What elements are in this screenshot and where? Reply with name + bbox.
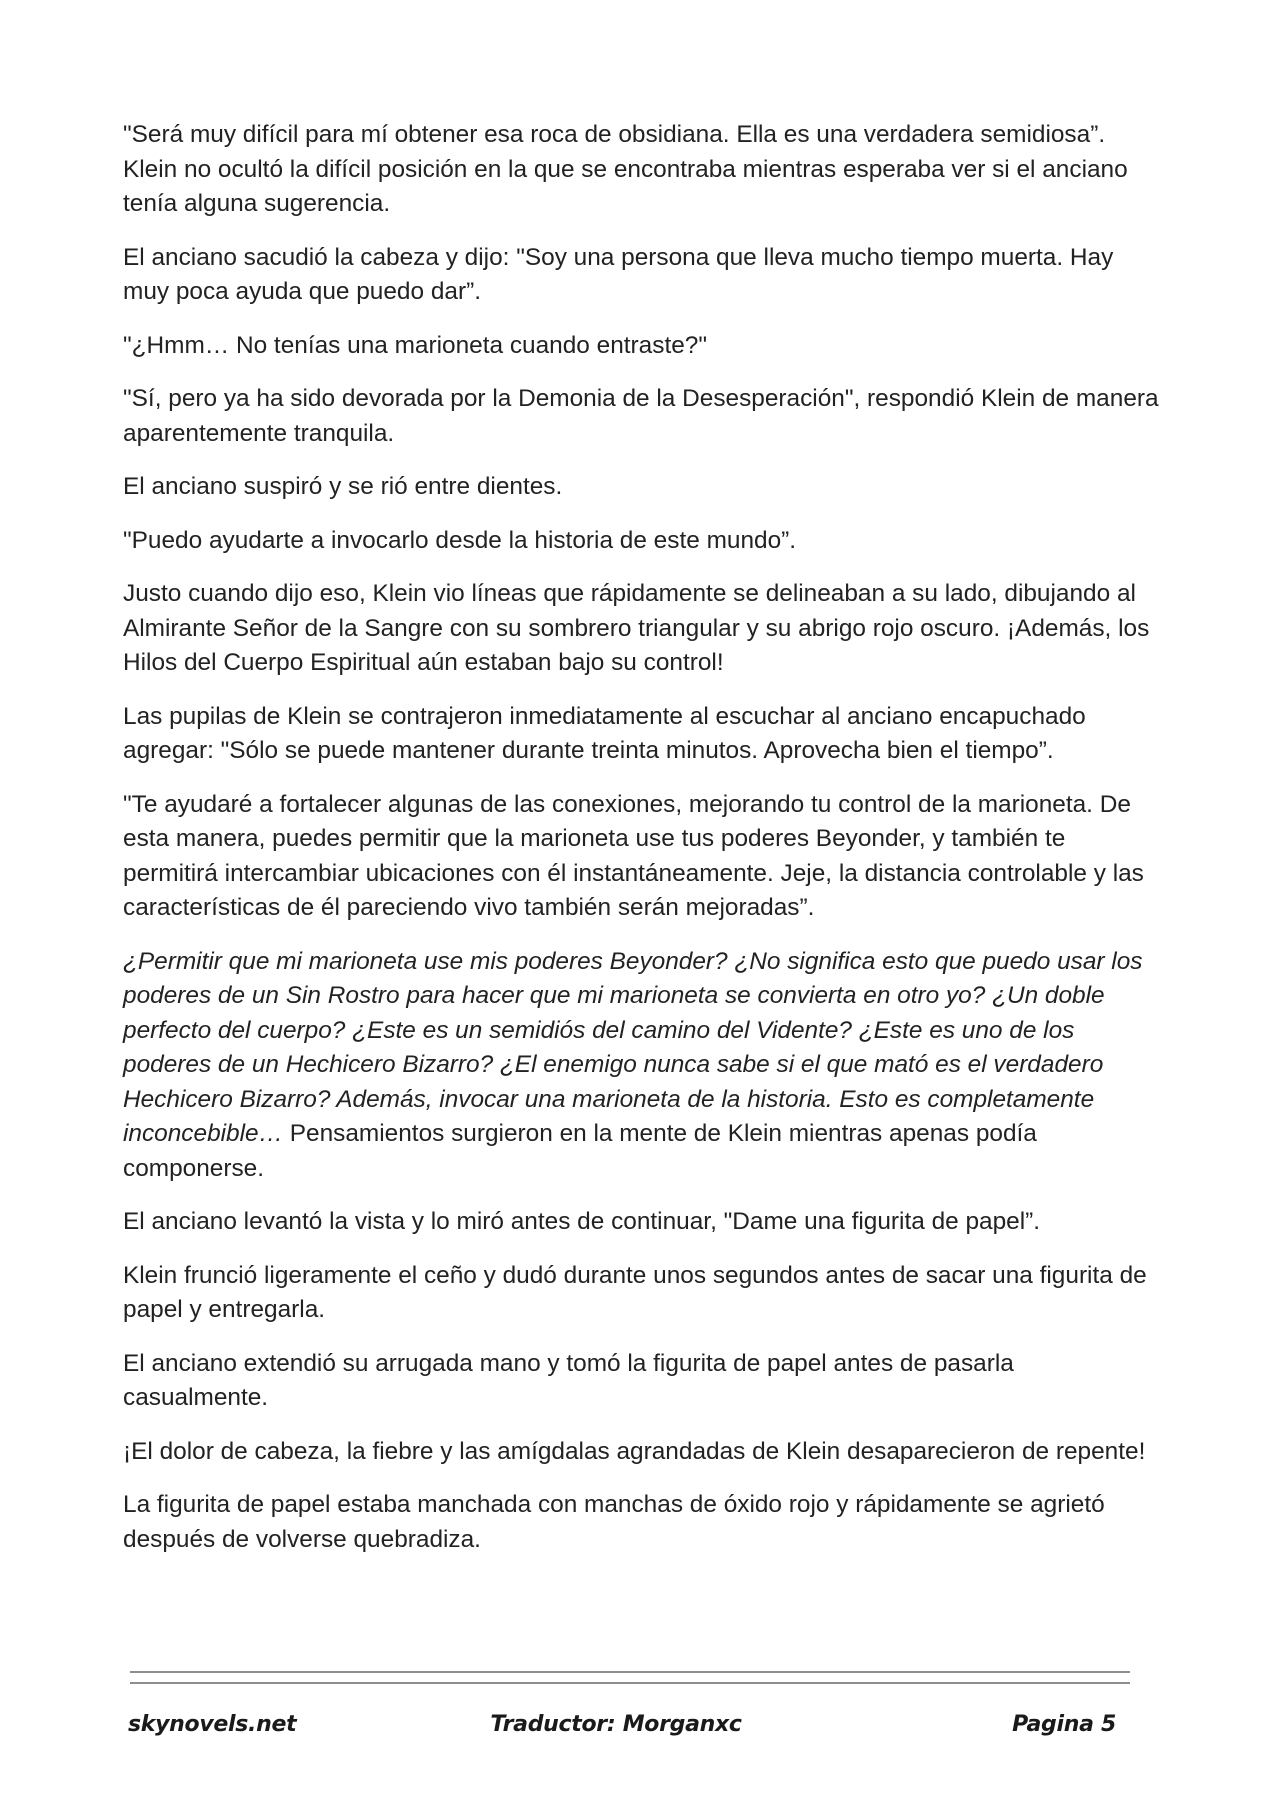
paragraph-1: "Será muy difícil para mí obtener esa roca de obsidiana. Ella es una verdadera semidiosa”. Klein no ocultó la difícil posición en la que se encontraba mientras esperaba ver si el anciano tenía alguna sugerencia.: [123, 121, 1128, 217]
paragraph-9: "Te ayudaré a fortalecer algunas de las conexiones, mejorando tu control de la marioneta. De esta manera, puedes permitir que la marioneta use tus poderes Beyonder, y también te permitirá intercambiar ubicaciones con él instantáneamente. Jeje, la distancia controlable y las características de él pareciendo vivo también serán mejoradas”.: [123, 790, 1144, 921]
paragraph-15: La figurita de papel estaba manchada con manchas de óxido rojo y rápidamente se agrietó después de volverse quebradiza.: [123, 1491, 1105, 1553]
paragraph-4: "Sí, pero ya ha sido devorada por la Demonia de la Desesperación", respondió Klein de manera aparentemente tranquila.: [123, 385, 1159, 447]
footer-translator: Traductor: Morganxc: [490, 1712, 742, 1737]
paragraph-13: El anciano extendió su arrugada mano y tomó la figurita de papel antes de pasarla casualmente.: [123, 1349, 1014, 1411]
paragraph-6: "Puedo ayudarte a invocarlo desde la historia de este mundo”.: [123, 526, 797, 554]
footer-divider-bottom: [130, 1682, 1130, 1684]
paragraph-3: "¿Hmm… No tenías una marioneta cuando entraste?": [123, 331, 708, 359]
thoughts-continuation: Pensamientos surgieron en la mente de Klein mientras apenas podía componerse.: [123, 1120, 1037, 1182]
paragraph-thoughts: [123, 945, 1163, 1187]
paragraph-12: Klein frunció ligeramente el ceño y dudó durante unos segundos antes de sacar una figurita de papel y entregarla.: [123, 1261, 1147, 1323]
paragraph-7: Justo cuando dijo eso, Klein vio líneas que rápidamente se delineaban a su lado, dibujando al Almirante Señor de la Sangre con su sombrero triangular y su abrigo rojo oscuro. ¡Además, los Hilos del Cuerpo Espiritual aún estaban bajo su control!: [123, 580, 1150, 676]
paragraph-5: El anciano suspiró y se rió entre dientes.: [123, 473, 563, 500]
paragraph-11: El anciano levantó la vista y lo miró antes de continuar, "Dame una figurita de papel”.: [123, 1208, 1041, 1235]
footer-page-number: Pagina 5: [1012, 1712, 1116, 1737]
paragraph-8: Las pupilas de Klein se contrajeron inmediatamente al escuchar al anciano encapuchado agregar: "Sólo se puede mantener durante treinta minutos. Aprovecha bien el tiempo”.: [123, 702, 1086, 764]
footer-divider-top: [130, 1671, 1130, 1673]
footer-site: skynovels.net: [128, 1712, 297, 1737]
paragraph-2: El anciano sacudió la cabeza y dijo: "Soy una persona que lleva mucho tiempo muerta. Hay muy poca ayuda que puedo dar”.: [123, 243, 1114, 305]
paragraph-14: ¡El dolor de cabeza, la fiebre y las amígdalas agrandadas de Klein desaparecieron de repente!: [123, 1437, 1146, 1465]
chapter-text: [123, 118, 1163, 1576]
italic-thoughts: ¿Permitir que mi marioneta use mis poderes Beyonder? ¿No significa esto que puedo usar los poderes de un Sin Rostro para hacer que mi marioneta se convierta en otro yo? ¿Un doble perfecto del cuerpo? ¿Este es un semidiós del camino del Vidente? ¿Este es uno de los poderes de un Hechicero Bizarro? ¿El enemigo nunca sabe si el que mató es el verdadero Hechicero Bizarro? Además, invocar una marioneta de la historia. Esto es completamente inconcebible…: [123, 947, 1143, 1147]
